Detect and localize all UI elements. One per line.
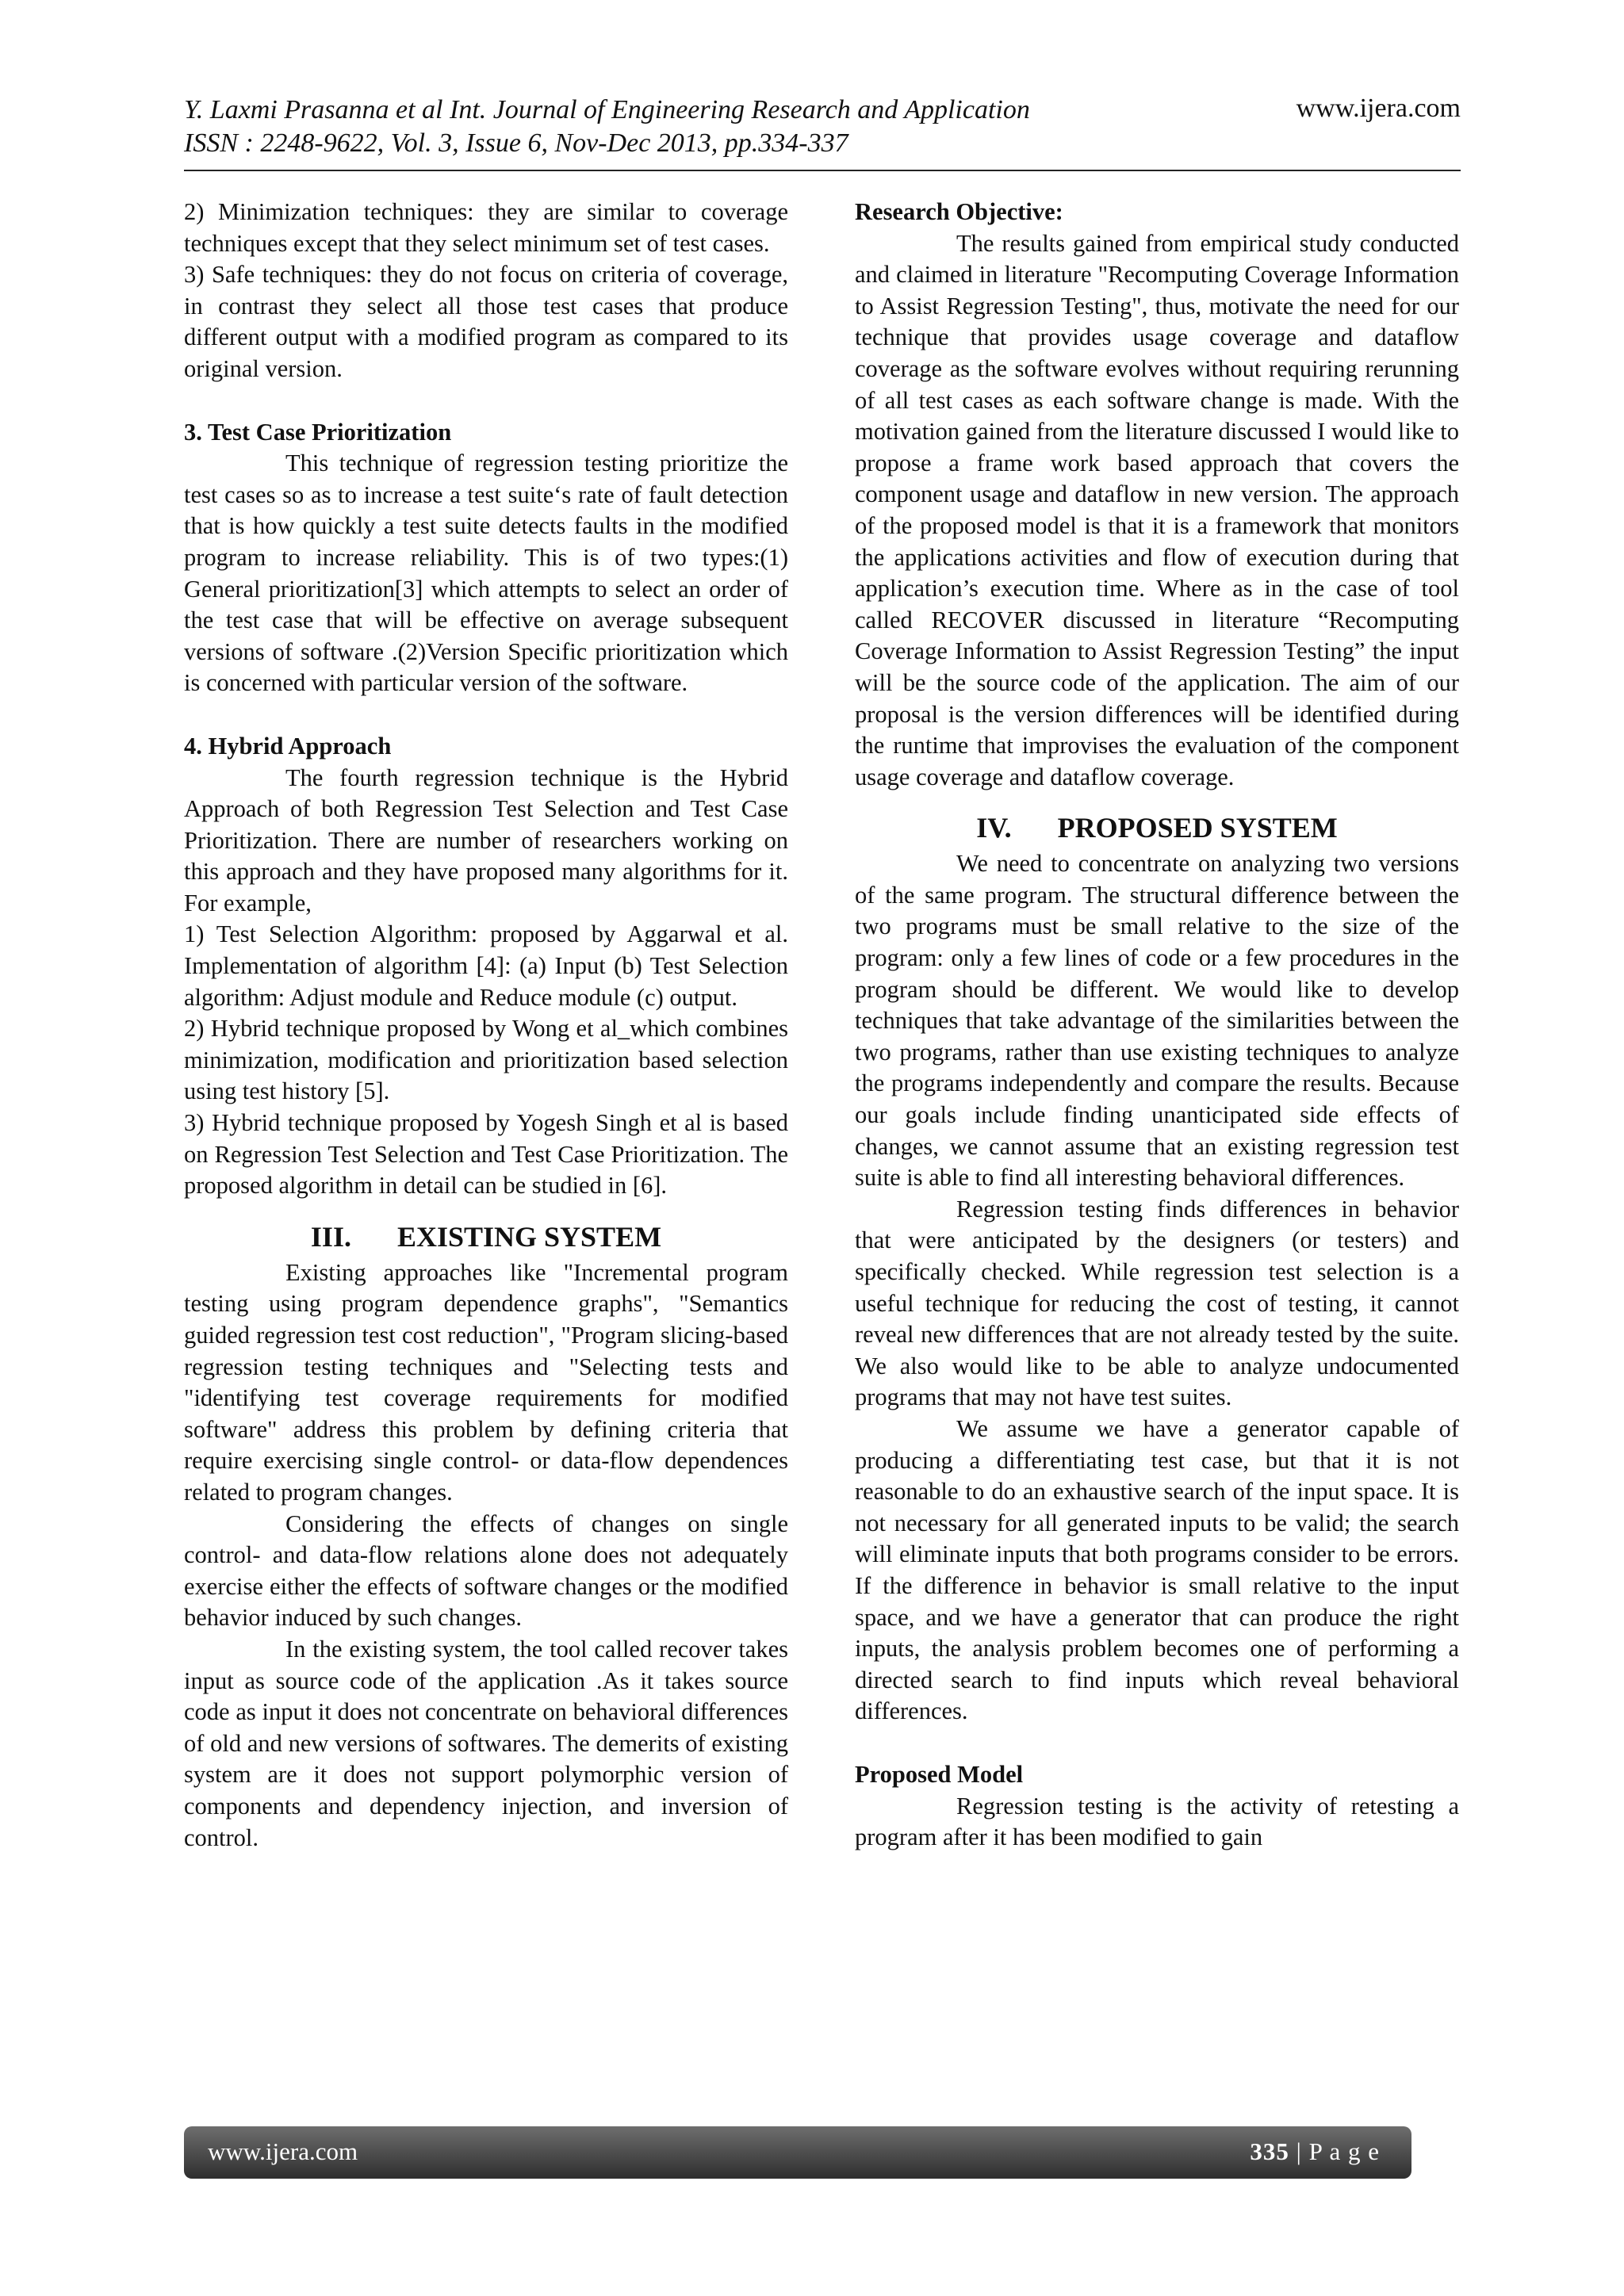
section-title: EXISTING SYSTEM bbox=[396, 1220, 662, 1253]
left-column bbox=[184, 197, 788, 1854]
hybrid-paragraph: The fourth regression technique is the Hybrid Approach of both Regression Test Selection and Test Case Prioritization. There are number of researchers working on this approach and they have proposed many algorithms for it. For example, bbox=[184, 763, 788, 916]
right-column bbox=[855, 197, 1459, 1854]
safe-techniques-item: 3) Safe techniques: they do not focus on criteria of coverage, in contrast they select all those test cases that produce different output with a modified program as compared to its original version. bbox=[184, 261, 788, 382]
page-number-label bbox=[1250, 2137, 1380, 2166]
section-title: PROPOSED SYSTEM bbox=[1057, 812, 1338, 844]
journal-citation: Y. Laxmi Prasanna et al Int. Journal of Engineering Research and Application bbox=[184, 95, 1030, 124]
model-paragraph: Regression testing is the activity of retesting a program after it has been modified to gain bbox=[855, 1792, 1459, 1851]
existing-paragraph-2: Considering the effects of changes on single control- and data-flow relations alone does not adequately exercise either the effects of software changes or the modified behavior induced by such changes. bbox=[184, 1510, 788, 1632]
existing-paragraph-3: In the existing system, the tool called recover takes input as source code of the application .As it takes source code as input it does not concentrate on behavioral differences of old and new versions of softwares. The demerits of existing system are it does not support polymorphic version of components and dependency injection, and inversion of control. bbox=[184, 1635, 788, 1851]
issn-citation: ISSN : 2248-9622, Vol. 3, Issue 6, Nov-Dec 2013, pp.334-337 bbox=[184, 128, 848, 158]
heading-test-case-prioritization: 3. Test Case Prioritization bbox=[184, 418, 452, 446]
page-footer bbox=[184, 2126, 1411, 2179]
existing-paragraph-1: Existing approaches like "Incremental program testing using program dependence graphs", "Semantics guided regression test cost reduction", "Program slicing-based regression testing techniques and "Selecting tests and "identifying test coverage requirements for modified software" address this problem by defining criteria that require exercising single control- or data-flow dependences related to program changes. bbox=[184, 1258, 788, 1506]
tcp-paragraph: This technique of regression testing prioritize the test cases so as to increase a test suite‘s rate of fault detection that is how quickly a test suite detects faults in the modified program to increase reliability. This is of two types:(1) General prioritization[3] which attempts to select an order of the test case that will be effective on average subsequent versions of software .(2)Version Specific prioritization which is concerned with particular version of the software. bbox=[184, 450, 788, 697]
proposed-paragraph-1: We need to concentrate on analyzing two versions of the same program. The structural difference between the two programs must be small relative to the size of the program: only a few lines of code or a few procedures in the program should be different. We would like to develop techniques that take advantage of the similarities between the two programs, rather than use existing techniques to analyze the programs independently and compare the results. Because our goals include finding unanticipated side effects of changes, we cannot assume that an existing regression test suite is able to find all interesting behavioral differences. bbox=[855, 850, 1459, 1192]
heading-research-objective: Research Objective: bbox=[855, 198, 1063, 225]
header-website[interactable]: www.ijera.com bbox=[1296, 94, 1461, 123]
proposed-paragraph-3: We assume we have a generator capable of producing a differentiating test case, but that it is not reasonable to do an exhaustive search of the input space. It is not necessary for all generated inputs to be valid; the search will eliminate inputs that both programs consider to be errors. If the difference in behavior is small relative to the input space, and we have a generator that can produce the right inputs, the analysis problem becomes one of performing a directed search to find inputs which reveal behavioral differences. bbox=[855, 1414, 1459, 1725]
heading-proposed-model: Proposed Model bbox=[855, 1760, 1024, 1788]
minimization-item: 2) Minimization techniques: they are similar to coverage techniques except that they select minimum set of test cases. bbox=[184, 198, 788, 257]
objective-paragraph: The results gained from empirical study conducted and claimed in literature "Recomputing Coverage Information to Assist Regression Testing", thus, motivate the need for our technique that provides usage coverage and dataflow coverage as the software evolves without requiring rerunning of all test cases as each software change is made. With the motivation gained from the literature discussed I would like to propose a frame work based approach that covers the component usage and dataflow in new version. The approach of the proposed model is that it is a framework that monitors the applications activities and flow of execution during that application’s execution time. Where as in the case of tool called RECOVER discussed in literature “Recomputing Coverage Information to Assist Regression Testing” the input will be the source code of the application. The aim of our proposal is the version differences will be identified during the runtime that improvises the evaluation of the component usage coverage and dataflow coverage. bbox=[855, 229, 1459, 790]
hybrid-item-3: 3) Hybrid technique proposed by Yogesh Singh et al is based on Regression Test Selection and Test Case Prioritization. The proposed algorithm in detail can be studied in [6]. bbox=[184, 1109, 788, 1200]
page-word: | P a g e bbox=[1289, 2137, 1380, 2165]
heading-existing-system bbox=[184, 1216, 788, 1257]
page-header bbox=[184, 94, 1461, 160]
footer-website[interactable]: www.ijera.com bbox=[208, 2137, 358, 2165]
section-number: III. bbox=[310, 1220, 351, 1253]
hybrid-item-2: 2) Hybrid technique proposed by Wong et al_which combines minimization, modification and prioritization based selection using test history [5]. bbox=[184, 1015, 788, 1105]
proposed-paragraph-2: Regression testing finds differences in behavior that were anticipated by the designers (or testers) and specifically checked. While regression test selection is a useful technique for reducing the cost of testing, it cannot reveal new differences that are not already tested by the suite. We also would like to be able to analyze undocumented programs that may not have test suites. bbox=[855, 1195, 1459, 1411]
heading-hybrid-approach: 4. Hybrid Approach bbox=[184, 732, 392, 760]
hybrid-item-1: 1) Test Selection Algorithm: proposed by Aggarwal et al. Implementation of algorithm [4]: (a) Input (b) Test Selection algorithm: Adjust module and Reduce module (c) output. bbox=[184, 920, 788, 1011]
section-number: IV. bbox=[976, 812, 1012, 844]
page-number: 335 bbox=[1250, 2137, 1289, 2165]
heading-proposed-system bbox=[855, 807, 1459, 848]
header-divider bbox=[184, 170, 1461, 171]
